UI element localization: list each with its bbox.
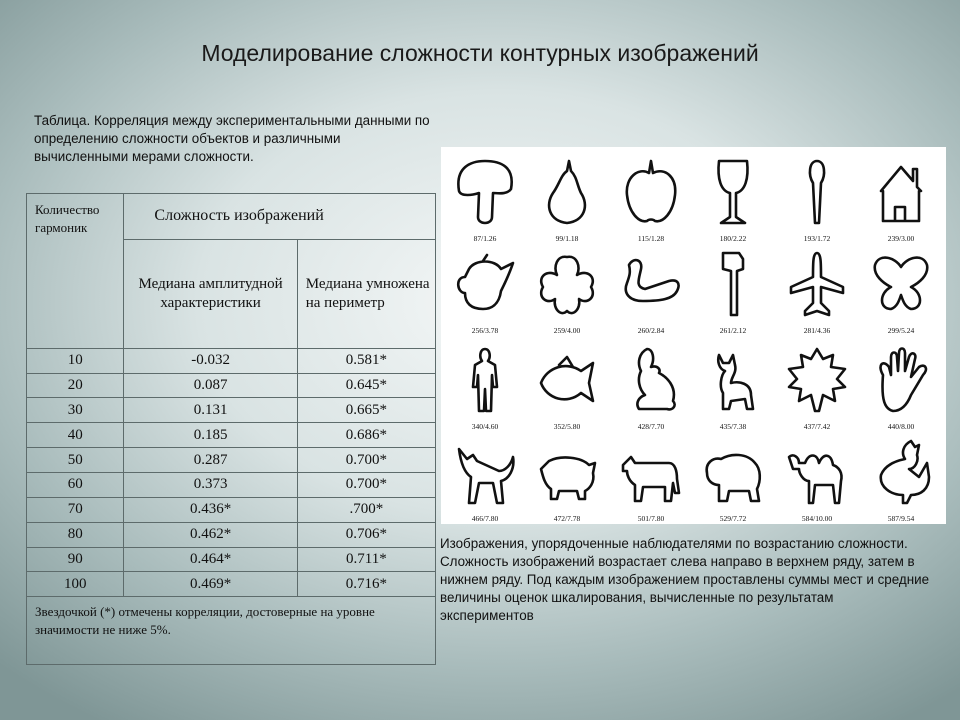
cow-icon <box>623 457 679 501</box>
contour-label: 259/4.00 <box>553 326 581 335</box>
pear-icon <box>549 161 585 223</box>
table-row <box>27 348 436 373</box>
contour-item <box>804 161 831 243</box>
contour-label: 587/9.54 <box>887 514 915 523</box>
leaf-icon <box>789 349 845 411</box>
cell-median-amplitude: 0.373 <box>124 472 297 497</box>
fish-icon <box>541 357 593 401</box>
airplane-icon <box>791 253 843 315</box>
contour-item <box>626 260 679 335</box>
cell-harmonics: 100 <box>27 572 124 597</box>
header-median-perimeter: Медиана умножена на периметр <box>297 239 435 348</box>
cell-median-amplitude: 0.131 <box>124 398 297 423</box>
contour-item <box>541 257 593 335</box>
cell-median-perimeter: 0.645* <box>297 373 435 398</box>
contour-item <box>472 349 499 431</box>
cell-harmonics: 10 <box>27 348 124 373</box>
cell-median-perimeter: 0.711* <box>297 547 435 572</box>
apple-icon <box>627 161 675 221</box>
cell-harmonics: 60 <box>27 472 124 497</box>
contour-label: 435/7.38 <box>719 422 747 431</box>
table-row <box>27 423 436 448</box>
table-footnote: Звездочкой (*) отмечены корреляции, достоверные на уровне значимости не ниже 5%. <box>27 597 436 665</box>
cell-median-perimeter: 0.581* <box>297 348 435 373</box>
cell-median-perimeter: .700* <box>297 497 435 522</box>
teapot-icon <box>458 255 513 309</box>
contour-item <box>637 349 674 431</box>
cell-median-perimeter: 0.665* <box>297 398 435 423</box>
contour-item <box>458 255 513 335</box>
contour-item <box>623 457 679 523</box>
header-complexity-group: Сложность изображений <box>124 194 436 240</box>
contour-item <box>549 161 585 243</box>
contour-item <box>881 167 921 243</box>
cell-harmonics: 70 <box>27 497 124 522</box>
contour-item <box>881 441 929 523</box>
contour-label: 352/5.80 <box>553 422 581 431</box>
rabbit-icon <box>637 349 674 409</box>
table-row <box>27 547 436 572</box>
cell-harmonics: 50 <box>27 448 124 473</box>
contour-label: 256/3.78 <box>471 326 499 335</box>
contour-label: 584/10.00 <box>801 514 833 523</box>
cell-harmonics: 80 <box>27 522 124 547</box>
table-row <box>27 472 436 497</box>
contour-label: 115/1.28 <box>637 234 665 243</box>
contour-label: 239/3.00 <box>887 234 915 243</box>
contour-label: 529/7.72 <box>719 514 747 523</box>
slide-title: Моделирование сложности контурных изображений <box>201 40 759 66</box>
cell-median-perimeter: 0.716* <box>297 572 435 597</box>
contour-label: 99/1.18 <box>555 234 579 243</box>
header-median-amplitude: Медиана амплитудной характеристики <box>124 239 297 348</box>
cell-median-amplitude: 0.185 <box>124 423 297 448</box>
contour-item <box>541 357 593 431</box>
cell-harmonics: 30 <box>27 398 124 423</box>
fox-icon <box>459 449 513 503</box>
cell-median-amplitude: 0.464* <box>124 547 297 572</box>
contour-label: 260/2.84 <box>637 326 665 335</box>
contour-label: 340/4.60 <box>471 422 499 431</box>
table-row <box>27 448 436 473</box>
contour-label: 193/1.72 <box>803 234 831 243</box>
cell-harmonics: 20 <box>27 373 124 398</box>
cell-median-perimeter: 0.700* <box>297 448 435 473</box>
cat-icon <box>718 355 753 409</box>
pig-icon <box>541 458 595 499</box>
contour-label: 501/7.80 <box>637 514 665 523</box>
cell-median-amplitude: 0.087 <box>124 373 297 398</box>
header-harmonics: Количество гармоник <box>27 194 124 349</box>
contour-item <box>789 455 842 523</box>
wine-glass-icon <box>718 161 747 223</box>
contour-label: 472/7.78 <box>553 514 581 523</box>
spoon-icon <box>810 161 824 223</box>
contour-label: 180/2.22 <box>719 234 747 243</box>
contour-label: 87/1.26 <box>473 234 497 243</box>
contour-grid <box>441 147 946 524</box>
table-body <box>27 348 436 597</box>
butterfly-icon <box>875 258 928 309</box>
house-icon <box>881 167 921 221</box>
table-row <box>27 398 436 423</box>
correlation-table <box>26 193 436 665</box>
cell-harmonics: 40 <box>27 423 124 448</box>
contour-label: 281/4.36 <box>803 326 831 335</box>
mushroom-icon <box>458 161 511 223</box>
table-row <box>27 497 436 522</box>
figure-description <box>440 535 930 625</box>
swan-icon <box>626 260 679 301</box>
axe-icon <box>723 253 743 315</box>
contour-item <box>791 253 843 335</box>
cell-harmonics: 90 <box>27 547 124 572</box>
cell-median-amplitude: -0.032 <box>124 348 297 373</box>
contour-item <box>541 458 595 523</box>
cell-median-perimeter: 0.706* <box>297 522 435 547</box>
contour-item <box>458 161 511 243</box>
contour-label: 261/2.12 <box>719 326 747 335</box>
contour-item <box>881 349 926 432</box>
man-icon <box>473 349 497 411</box>
contour-figure <box>441 147 946 524</box>
contour-item <box>627 161 675 243</box>
contour-item <box>707 455 760 523</box>
contour-label: 437/7.42 <box>803 422 831 431</box>
table-row <box>27 572 436 597</box>
table-row <box>27 373 436 398</box>
cell-median-perimeter: 0.686* <box>297 423 435 448</box>
contour-label: 428/7.70 <box>637 422 665 431</box>
cell-median-amplitude: 0.469* <box>124 572 297 597</box>
contour-item <box>718 161 747 243</box>
contour-item <box>459 449 513 523</box>
table-row <box>27 522 436 547</box>
contour-label: 440/8.00 <box>887 422 915 431</box>
contour-item <box>720 253 747 335</box>
contour-item <box>718 355 753 431</box>
hand-icon <box>881 349 926 412</box>
cell-median-amplitude: 0.436* <box>124 497 297 522</box>
bear-icon <box>707 455 760 501</box>
contour-label: 466/7.80 <box>471 514 499 523</box>
figure-description-text: Изображения, упорядоченные наблюдателями по возрастанию сложности. Сложность изображений возрастает слева направо в верхнем ряду, затем в нижнем ряду. Под каждым изображением проставлены суммы мест и средние величины оценок шкалирования, вычисленные по результатам экспериментов <box>440 536 930 623</box>
table-caption: Таблица. Корреляция между экспериментальными данными по определению сложности объектов и различными вычисленными мерами сложности. <box>34 113 430 164</box>
cell-median-amplitude: 0.287 <box>124 448 297 473</box>
camel-icon <box>789 455 842 503</box>
rooster-icon <box>881 441 929 503</box>
contour-item <box>789 349 845 431</box>
contour-item <box>875 258 928 335</box>
cell-median-perimeter: 0.700* <box>297 472 435 497</box>
cell-median-amplitude: 0.462* <box>124 522 297 547</box>
flower-icon <box>541 257 593 313</box>
contour-label: 299/5.24 <box>887 326 915 335</box>
